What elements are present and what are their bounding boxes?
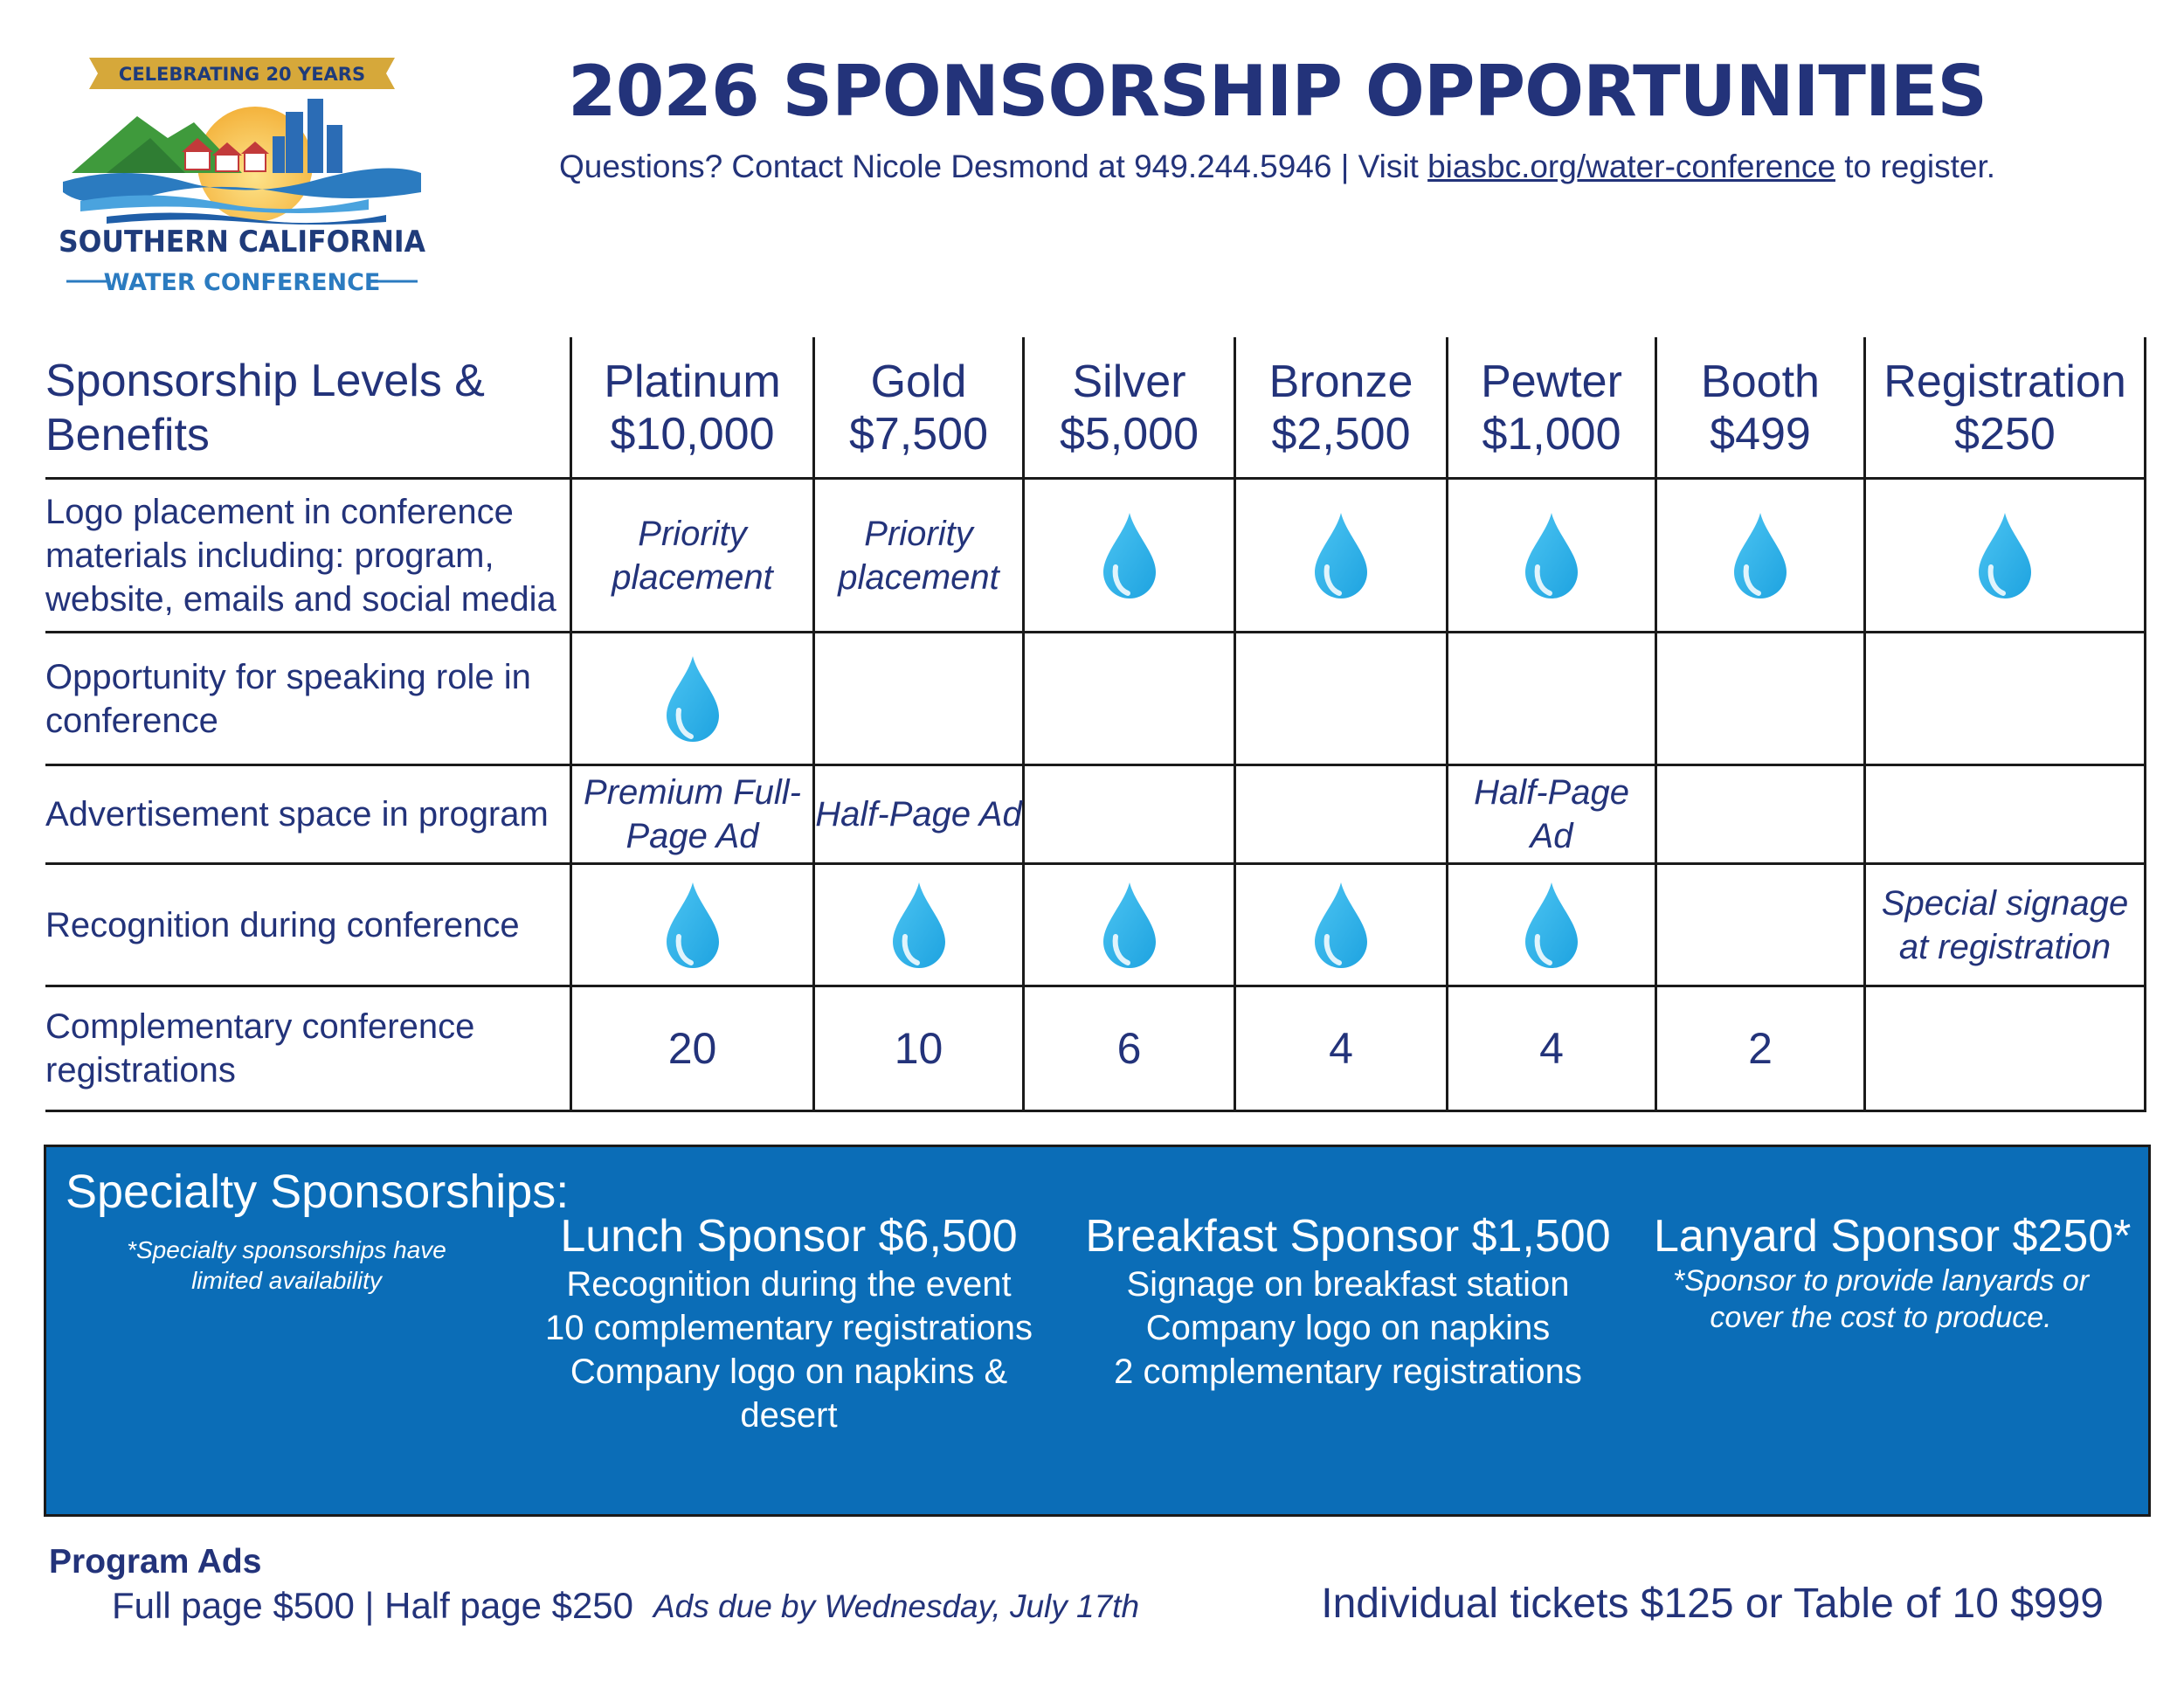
contact-text: Questions? Contact Nicole Desmond at 949.244.5946 | Visit	[558, 149, 1428, 184]
water-drop-icon	[661, 653, 724, 745]
water-drop-icon	[1520, 509, 1583, 602]
cell-gold-logo: Priority placement	[838, 514, 999, 597]
level-header-pewter	[1448, 341, 1655, 475]
breakfast-sponsor-line: Company logo on napkins	[1145, 1309, 1551, 1347]
cell-pewter-ad: Half-Page Ad	[1474, 773, 1629, 855]
level-price: $10,000	[610, 409, 775, 460]
lunch-sponsor-title: Lunch Sponsor $6,500	[560, 1211, 1018, 1262]
lunch-sponsor-line: 10 complementary registrations	[544, 1309, 1033, 1347]
contact-suffix: to register.	[1835, 149, 1995, 184]
cell-bronze-registrations: 4	[1329, 1024, 1353, 1073]
cell-gold-recognition	[815, 865, 1022, 985]
breakfast-sponsor-title: Breakfast Sponsor $1,500	[1085, 1211, 1611, 1262]
lunch-sponsor	[518, 1210, 1060, 1437]
level-name: Booth	[1701, 356, 1820, 407]
cell-platinum-registrations: 20	[667, 1024, 717, 1073]
cell-gold-registrations: 10	[894, 1024, 943, 1073]
cell-pewter-recognition	[1448, 865, 1655, 985]
cell-bronze-recognition	[1236, 865, 1446, 985]
lunch-sponsor-line: Company logo on napkins & desert	[570, 1352, 1008, 1435]
water-drop-icon	[1973, 509, 2036, 602]
level-price: $250	[1954, 409, 2056, 460]
table-divider	[2144, 337, 2146, 1112]
level-name: Bronze	[1268, 356, 1413, 407]
cell-gold-ad: Half-Page Ad	[815, 795, 1022, 834]
lunch-sponsor-line: Recognition during the event	[566, 1265, 1012, 1304]
cell-silver-registrations: 6	[1116, 1024, 1142, 1073]
cell-registration-logo	[1866, 480, 2144, 631]
logo-name-line1: SOUTHERN CALIFORNIA	[59, 225, 426, 259]
cell-pewter-registrations: 4	[1539, 1024, 1564, 1073]
level-header-silver	[1025, 341, 1234, 475]
register-link[interactable]: biasbc.org/water-conference	[1427, 149, 1835, 184]
page-title: 2026 SPONSORSHIP OPPORTUNITIES	[568, 51, 1987, 132]
level-header-platinum	[572, 341, 812, 475]
level-header-gold	[815, 341, 1022, 475]
ads-due-date: Ads due by Wednesday, July 17th	[653, 1588, 1140, 1624]
level-header-bronze	[1236, 341, 1446, 475]
level-name: Pewter	[1481, 356, 1622, 407]
cell-silver-logo	[1025, 480, 1234, 631]
table-header-label: Sponsorship Levels & Benefits	[45, 356, 485, 460]
lanyard-sponsor-title: Lanyard Sponsor $250*	[1654, 1211, 2132, 1262]
level-header-booth	[1657, 341, 1863, 475]
logo-name-line2: WATER CONFERENCE	[103, 269, 381, 296]
breakfast-sponsor-line: Signage on breakfast station	[1126, 1265, 1570, 1304]
level-price: $2,500	[1271, 409, 1411, 460]
water-drop-icon	[1310, 879, 1372, 972]
cell-platinum-speaking	[572, 633, 812, 764]
program-ads-title: Program Ads	[49, 1543, 262, 1581]
table-rule	[45, 1110, 2146, 1112]
ticket-pricing: Individual tickets $125 or Table of 10 $999	[1321, 1581, 2104, 1627]
water-drop-icon	[1520, 879, 1583, 972]
cell-booth-registrations: 2	[1748, 1024, 1773, 1073]
cell-registration-recognition: Special signage at registration	[1881, 883, 2129, 966]
cell-bronze-logo	[1236, 480, 1446, 631]
cell-pewter-logo	[1448, 480, 1655, 631]
level-name: Platinum	[604, 356, 781, 407]
cell-platinum-logo: Priority placement	[612, 514, 773, 597]
level-name: Registration	[1883, 356, 2126, 407]
level-price: $1,000	[1482, 409, 1621, 460]
lanyard-sponsor-note: *Sponsor to provide lanyards or cover the cost to produce.	[1672, 1264, 2090, 1334]
logo-banner-text: CELEBRATING 20 YEARS	[118, 64, 366, 85]
cell-silver-recognition	[1025, 865, 1234, 985]
specialty-title: Specialty Sponsorships:	[66, 1166, 570, 1218]
water-drop-icon	[1098, 509, 1161, 602]
water-drop-icon	[1729, 509, 1792, 602]
water-drop-icon	[888, 879, 950, 972]
level-name: Silver	[1072, 356, 1186, 407]
water-drop-icon	[661, 879, 724, 972]
level-price: $7,500	[848, 409, 989, 460]
row-label-logo-placement: Logo placement in conference materials including: program, website, emails and social media	[45, 492, 556, 619]
water-drop-icon	[1310, 509, 1372, 602]
breakfast-sponsor	[1077, 1210, 1619, 1394]
specialty-sponsorships-box	[44, 1145, 2151, 1517]
lanyard-sponsor	[1654, 1210, 2132, 1336]
level-price: $499	[1710, 409, 1811, 460]
level-name: Gold	[870, 356, 967, 407]
row-label-recognition: Recognition during conference	[45, 905, 520, 944]
row-label-registrations: Complementary conference registrations	[45, 1007, 475, 1090]
row-label-speaking-role: Opportunity for speaking role in conference	[45, 657, 531, 740]
row-label-advertisement: Advertisement space in program	[45, 795, 549, 834]
program-ads-prices: Full page $500 | Half page $250	[112, 1585, 634, 1626]
specialty-note: *Specialty sponsorships have limited availability	[127, 1236, 446, 1294]
breakfast-sponsor-line: 2 complementary registrations	[1114, 1352, 1582, 1391]
water-drop-icon	[1098, 879, 1161, 972]
cell-booth-logo	[1657, 480, 1863, 631]
cell-platinum-recognition	[572, 865, 812, 985]
level-price: $5,000	[1059, 409, 1199, 460]
cell-platinum-ad: Premium Full-Page Ad	[584, 773, 801, 855]
level-header-registration	[1866, 341, 2144, 475]
